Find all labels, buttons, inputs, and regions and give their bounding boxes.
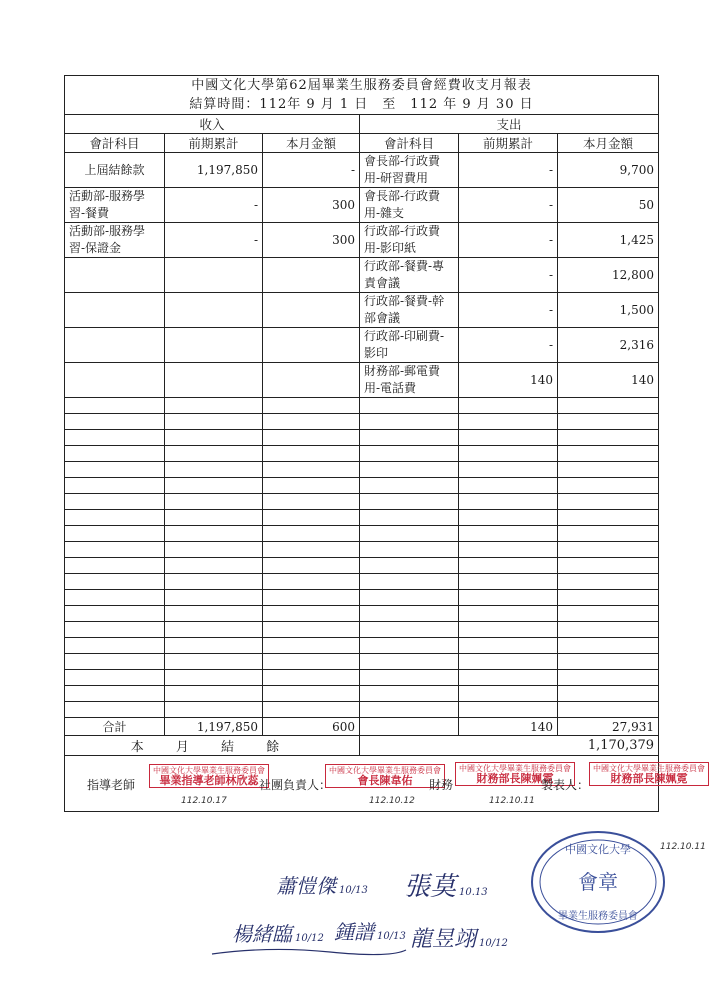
balance-label: 本 月 結 餘 [65,736,360,756]
totals-expense-month: 27,931 [558,718,659,736]
income-prior: - [165,188,263,223]
blank-row [65,542,659,558]
blank-row [65,462,659,478]
preparer-stamp: 中國文化大學畢業生服務委員會 財務部長陳姵霓 [589,762,709,786]
header-income-month: 本月金額 [263,134,360,153]
expense-month: 50 [558,188,659,223]
blank-row [65,574,659,590]
blank-row [65,702,659,718]
header-income-prior: 前期累計 [165,134,263,153]
table-row [65,293,659,328]
advisor-date: 112.10.17 [181,796,227,806]
blank-row [65,526,659,542]
handwritten-signature: 楊緒臨 10/12 [232,922,324,946]
income-month: - [263,153,360,188]
advisor-stamp: 中國文化大學畢業生服務委員會 畢業指導老師林欣蕊 [149,764,269,788]
balance-value: 1,170,379 [360,736,659,756]
svg-text:中國文化大學: 中國文化大學 [565,843,631,856]
leader-stamp: 中國文化大學畢業生服務委員會 會長陳韋佑 [325,764,445,788]
income-account: 上屆結餘款 [65,153,165,188]
empty-cell [165,363,263,398]
income-account: 活動部-服務學習-保證金 [65,223,165,258]
finance-stamp: 中國文化大學畢業生服務委員會 財務部長陳姵霓 [455,762,575,786]
totals-income-prior: 1,197,850 [165,718,263,736]
income-prior: - [165,223,263,258]
expense-month: 2,316 [558,328,659,363]
svg-text:畢業生服務委員會: 畢業生服務委員會 [558,911,638,922]
leader-date: 112.10.12 [369,796,415,806]
expense-month: 9,700 [558,153,659,188]
blank-row [65,638,659,654]
empty-cell [65,293,165,328]
expense-account: 行政部-餐費-專責會議 [360,258,459,293]
expense-prior: - [459,153,558,188]
table-row [65,153,659,188]
header-expense-prior: 前期累計 [459,134,558,153]
title-row [65,76,659,115]
empty-cell [65,258,165,293]
table-row [65,223,659,258]
empty-cell [263,363,360,398]
empty-cell [165,293,263,328]
blank-row [65,670,659,686]
leader-label: 社團負責人： [259,778,332,792]
expense-prior: - [459,188,558,223]
handwritten-signature: 鍾譜 10/13 [334,920,406,944]
title-cell [65,76,659,115]
income-account: 活動部-服務學習-餐費 [65,188,165,223]
totals-label: 合計 [65,718,165,736]
blank-row [65,414,659,430]
signature-line [69,756,705,811]
handwritten-stroke [210,944,410,958]
association-seal [528,827,668,937]
expense-account: 財務部-郵電費用-電話費 [360,363,459,398]
table-row [65,363,659,398]
preparer-label: 製表人： [541,778,590,792]
header-expense-account: 會計科目 [360,134,459,153]
income-prior: 1,197,850 [165,153,263,188]
section-income: 收入 [65,115,360,134]
expense-prior: - [459,328,558,363]
totals-row [65,718,659,736]
expense-account: 行政部-餐費-幹部會議 [360,293,459,328]
report-table [64,75,705,812]
expense-month: 1,425 [558,223,659,258]
preparer-date: 112.10.11 [660,842,706,852]
report-sheet [64,75,705,812]
empty-cell [263,328,360,363]
signature-row [65,756,659,812]
expense-account: 會長部-行政費用-雜支 [360,188,459,223]
expense-prior: - [459,223,558,258]
balance-row [65,736,659,756]
svg-text:會章: 會章 [578,870,618,894]
expense-prior: 140 [459,363,558,398]
expense-account: 行政部-行政費用-影印紙 [360,223,459,258]
handwritten-signature: 蕭愷傑 10/13 [276,874,368,898]
header-income-account: 會計科目 [65,134,165,153]
header-row [65,134,659,153]
totals-income-month: 600 [263,718,360,736]
empty-cell [165,258,263,293]
expense-month: 1,500 [558,293,659,328]
blank-row [65,510,659,526]
income-month: 300 [263,223,360,258]
report-period: 結算時間：112年 9 月 1 日 至 112 年 9 月 30 日 [189,97,534,112]
signature-cell [65,756,705,812]
empty-cell [65,328,165,363]
empty-cell [263,258,360,293]
empty-cell [65,363,165,398]
blank-row [65,686,659,702]
empty-cell [263,293,360,328]
table-row [65,188,659,223]
blank-row [65,446,659,462]
totals-expense-prior: 140 [459,718,558,736]
income-month: 300 [263,188,360,223]
handwritten-signature: 張莫 10.13 [404,872,488,902]
expense-month: 12,800 [558,258,659,293]
blank-row [65,398,659,414]
advisor-label: 指導老師 [87,778,136,792]
blank-row [65,558,659,574]
table-row [65,328,659,363]
blank-row [65,654,659,670]
header-expense-month: 本月金額 [558,134,659,153]
handwritten-signature: 龍昱翊 10/12 [410,927,508,952]
finance-label: 財務 [429,778,454,792]
expense-prior: - [459,258,558,293]
blank-row [65,494,659,510]
expense-account: 行政部-印刷費-影印 [360,328,459,363]
section-row [65,115,659,134]
expense-month: 140 [558,363,659,398]
finance-date: 112.10.11 [489,796,535,806]
section-expense: 支出 [360,115,659,134]
blank-row [65,590,659,606]
blank-row [65,606,659,622]
blank-row [65,622,659,638]
table-row [65,258,659,293]
expense-account: 會長部-行政費用-研習費用 [360,153,459,188]
expense-prior: - [459,293,558,328]
empty-cell [360,718,459,736]
empty-cell [165,328,263,363]
report-title: 中國文化大學第62屆畢業生服務委員會經費收支月報表 [191,78,532,93]
blank-row [65,430,659,446]
blank-row [65,478,659,494]
